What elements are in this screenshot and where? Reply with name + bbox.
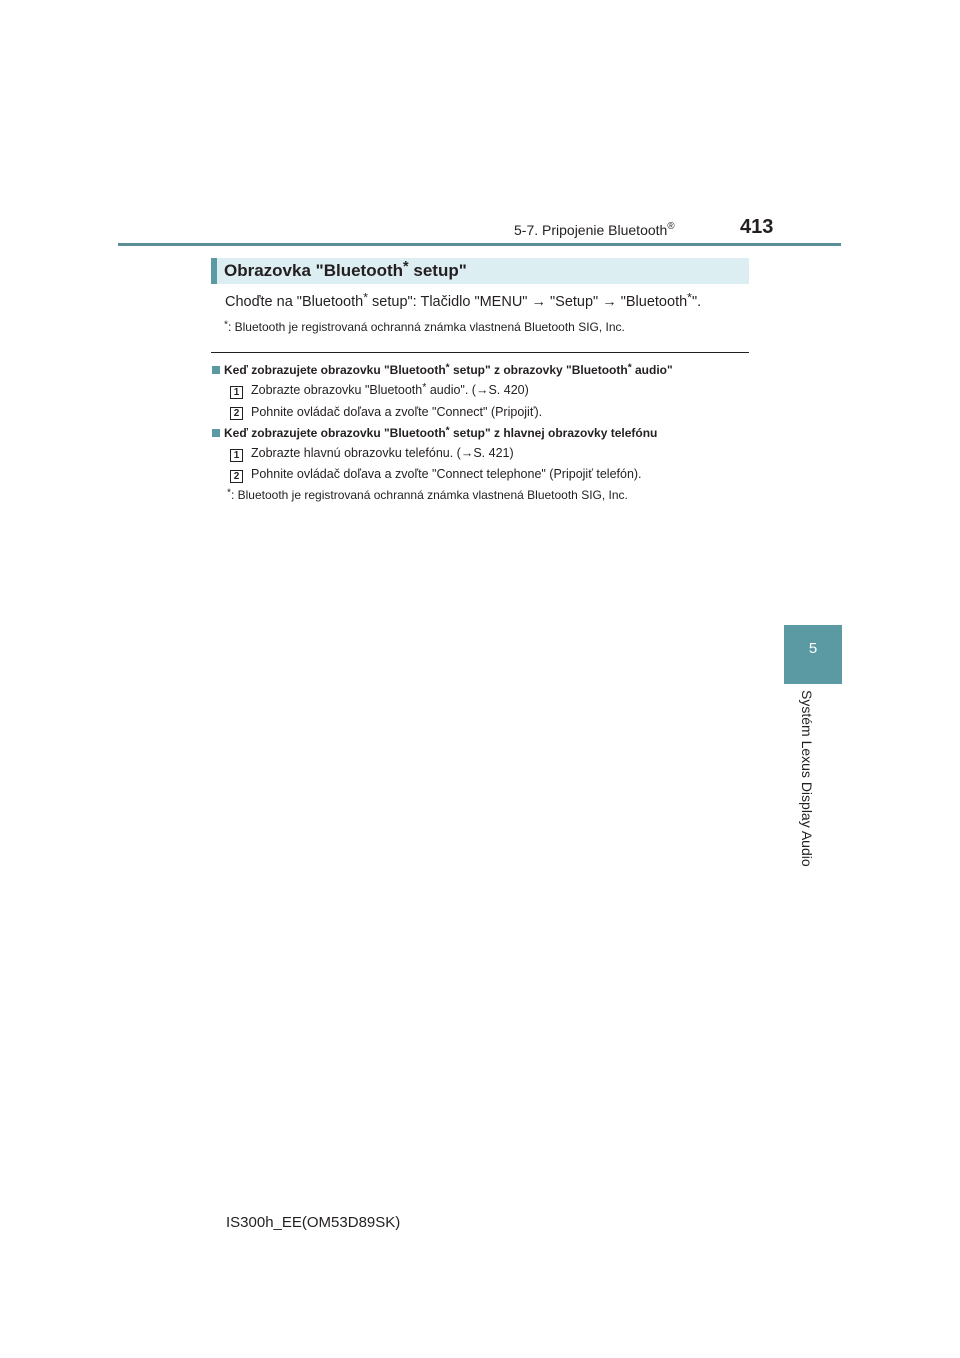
navigation-instruction: Choďte na "Bluetooth* setup": Tlačidlo "MENU" → "Setup" → "Bluetooth*". — [225, 290, 702, 310]
procedure-heading-telephone: Keď zobrazujete obrazovku "Bluetooth* setup" z hlavnej obrazovky telefónu — [212, 426, 657, 440]
document-code: IS300h_EE(OM53D89SK) — [226, 1214, 401, 1231]
chapter-title: Systém Lexus Display Audio — [799, 690, 815, 867]
page-number: 413 — [740, 216, 774, 238]
step-text: Pohnite ovládač doľava a zvoľte "Connect" (Pripojiť). — [251, 405, 543, 419]
step-text: Zobrazte hlavnú obrazovku telefónu. (→S. 421) — [251, 446, 514, 460]
trademark-footnote: *: Bluetooth je registrovaná ochranná známka vlastnená Bluetooth SIG, Inc. — [227, 487, 628, 502]
step-text: Pohnite ovládač doľava a zvoľte "Connect telephone" (Pripojiť telefón). — [251, 467, 642, 481]
step-number-badge: 2 — [230, 470, 243, 483]
header-section-label: 5-7. Pripojenie Bluetooth — [514, 222, 668, 238]
registered-mark: ® — [667, 221, 675, 233]
running-header — [514, 222, 675, 238]
bullet-square-icon — [212, 366, 220, 374]
trademark-footnote: *: Bluetooth je registrovaná ochranná známka vlastnená Bluetooth SIG, Inc. — [224, 319, 625, 334]
step-number-badge: 2 — [230, 407, 243, 420]
step-number-badge: 1 — [230, 386, 243, 399]
step-number-badge: 1 — [230, 449, 243, 462]
header-divider — [118, 243, 841, 246]
bullet-square-icon — [212, 429, 220, 437]
section-divider — [211, 352, 749, 353]
step-text: Zobrazte obrazovku "Bluetooth* audio". (→S. 420) — [251, 381, 529, 397]
procedure-heading-audio: Keď zobrazujete obrazovku "Bluetooth* setup" z obrazovky "Bluetooth* audio" — [212, 363, 673, 377]
section-title: Obrazovka "Bluetooth* setup" — [224, 258, 467, 280]
chapter-number: 5 — [808, 640, 818, 657]
